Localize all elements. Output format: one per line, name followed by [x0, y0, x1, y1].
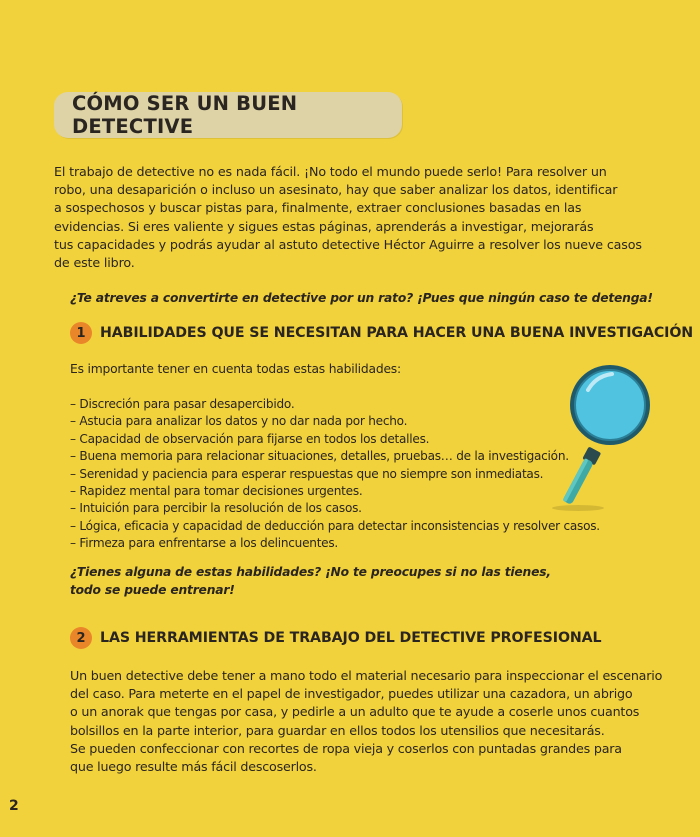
encourage-line: todo se puede entrenar!	[70, 583, 235, 597]
tools-line: o un anorak que tengas por casa, y pedirle a un adulto que te ayude a coserle unos cuantos	[70, 704, 640, 720]
intro-line: evidencias. Si eres valiente y sigues estas páginas, aprenderás a investigar, mejorarás	[54, 218, 594, 234]
list-item: – Serenidad y paciencia para esperar respuestas que no siempre son inmediatas.	[70, 466, 544, 481]
skills-lead: Es importante tener en cuenta todas estas habilidades:	[70, 362, 401, 376]
page-title: CÓMO SER UN BUEN DETECTIVE	[72, 92, 298, 138]
tools-line: bolsillos en la parte interior, para guardar en ellos todos los utensilios que necesitarás.	[70, 722, 605, 738]
intro-line: tus capacidades y podrás ayudar al astuto detective Héctor Aguirre a resolver los nueve casos	[54, 236, 642, 252]
tools-paragraph	[70, 667, 662, 776]
section-1-heading	[70, 322, 693, 344]
section-number-badge: 1	[70, 322, 92, 344]
skills-encouragement	[70, 563, 551, 599]
list-item: – Firmeza para enfrentarse a los delincuentes.	[70, 536, 339, 551]
list-item: – Buena memoria para relacionar situaciones, detalles, pruebas… de la investigación.	[70, 449, 569, 464]
magnifying-glass-icon	[548, 360, 658, 515]
list-item: – Discreción para pasar desapercibido.	[70, 397, 295, 411]
intro-question: ¿Te atreves a convertirte en detective por un rato? ¡Pues que ningún caso te detenga!	[70, 291, 653, 305]
section-1-title: HABILIDADES QUE SE NECESITAN PARA HACER UNA BUENA INVESTIGACIÓN	[100, 325, 694, 341]
list-item: – Intuición para percibir la resolución de los casos.	[70, 501, 362, 516]
encourage-line: ¿Tienes alguna de estas habilidades? ¡No te preocupes si no las tienes,	[70, 565, 551, 579]
page-number: 2	[9, 798, 19, 814]
title-box	[54, 92, 402, 138]
section-2-heading	[70, 627, 602, 649]
section-2-title: LAS HERRAMIENTAS DE TRABAJO DEL DETECTIVE PROFESIONAL	[100, 630, 602, 646]
list-item: – Lógica, eficacia y capacidad de deducción para detectar inconsistencias y resolver casos.	[70, 518, 600, 533]
intro-line: a sospechosos y buscar pistas para, finalmente, extraer conclusiones basadas en las	[54, 200, 582, 216]
list-item: – Astucia para analizar los datos y no dar nada por hecho.	[70, 414, 408, 429]
list-item: – Rapidez mental para tomar decisiones urgentes.	[70, 484, 363, 499]
intro-line: robo, una desaparición o incluso un asesinato, hay que saber analizar los datos, identificar	[54, 182, 618, 198]
tools-line: del caso. Para meterte en el papel de investigador, puedes utilizar una cazadora, un abrigo	[70, 686, 633, 702]
section-number-badge: 2	[70, 627, 92, 649]
intro-line: El trabajo de detective no es nada fácil. ¡No todo el mundo puede serlo! Para resolver un	[54, 164, 607, 179]
intro-line: de este libro.	[54, 255, 135, 271]
tools-line: Se pueden confeccionar con recortes de ropa vieja y coserlos con puntadas grandes para	[70, 740, 622, 756]
tools-line: Un buen detective debe tener a mano todo el material necesario para inspeccionar el escenario	[70, 668, 663, 683]
skills-list	[70, 396, 600, 553]
list-item: – Capacidad de observación para fijarse en todos los detalles.	[70, 431, 430, 446]
intro-paragraph	[54, 163, 642, 272]
tools-line: que luego resulte más fácil descoserlos.	[70, 759, 317, 775]
